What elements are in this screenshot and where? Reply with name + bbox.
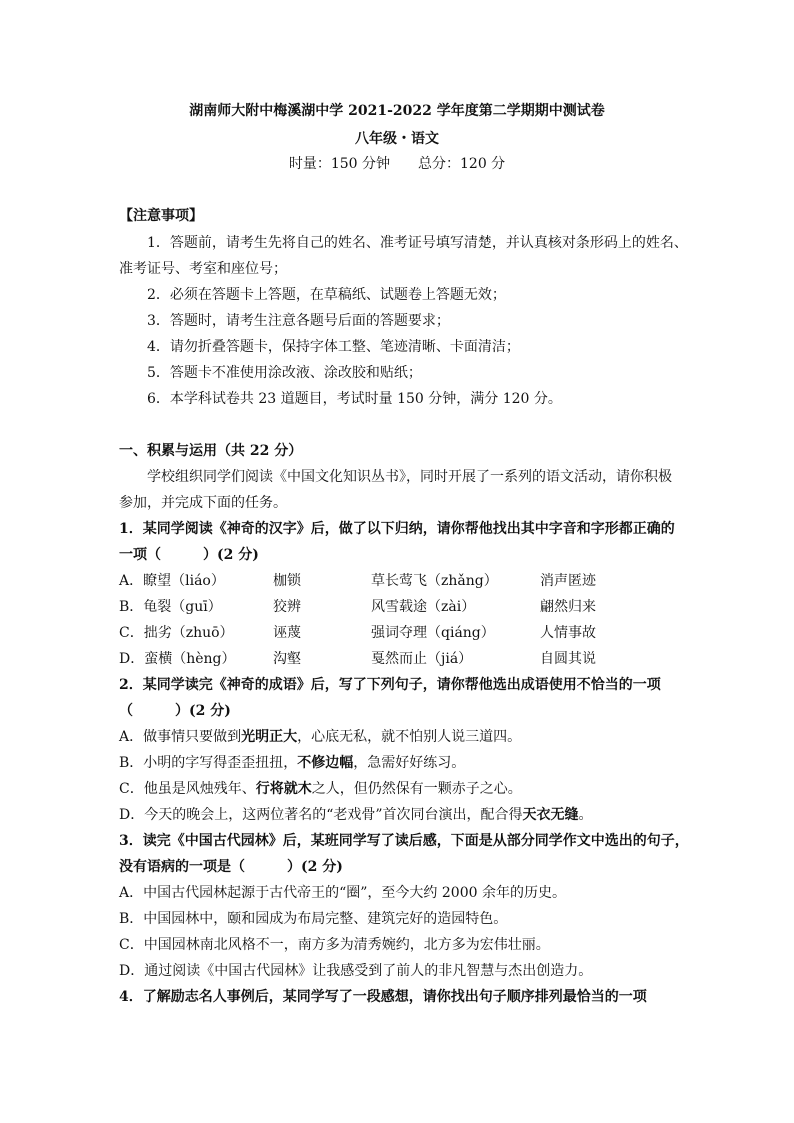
q2-option-text: 。 — [578, 807, 593, 823]
question-stem: 一项（ ）(2 分) — [119, 547, 259, 563]
exam-title: 湖南师大附中梅溪湖中学 2021-2022 学年度第二学期期中测试卷 — [189, 103, 605, 119]
q2-option-idiom: 不修边幅 — [297, 755, 354, 771]
q1-option-cell: 翩然归来 — [540, 599, 596, 615]
q3-option: A．中国古代园林起源于古代帝王的“圈”，至今大约 2000 余年的历史。 — [119, 885, 566, 901]
q2-option — [119, 726, 521, 746]
q2-option-text: D．今天的晚会上，这两位著名的“老戏骨”首次同台演出，配合得 — [119, 807, 523, 823]
q1-option-cell: 人情事故 — [540, 625, 596, 641]
q1-option-cell: 消声匿迹 — [540, 573, 596, 589]
q2-option-idiom: 光明正大 — [241, 729, 298, 745]
q1-option-cell: 狡辨 — [273, 599, 301, 615]
notice-item: 5．答题卡不准使用涂改液、涂改胶和贴纸； — [147, 365, 422, 381]
notice-item: 6．本学科试卷共 23 道题目，考试时量 150 分钟，满分 120 分。 — [147, 391, 562, 407]
q2-option-text: ，心底无私，就不怕别人说三道四。 — [297, 729, 522, 745]
notice-item: 准考证号、考室和座位号； — [119, 261, 287, 277]
notice-item: 1．答题前，请考生先将自己的姓名、准考证号填写清楚，并认真核对条形码上的姓名、 — [147, 235, 688, 251]
q1-option-cell: D．蛮横（hèng） — [119, 651, 236, 667]
section-heading: 一、积累与运用（共 22 分） — [119, 443, 303, 459]
q3-option: B．中国园林中，颐和园成为布局完整、建筑完好的造园特色。 — [119, 911, 508, 927]
q2-option-text: 之人，但仍然保有一颗赤子之心。 — [311, 781, 522, 797]
q2-option-text: C．他虽是风烛残年、 — [119, 781, 256, 797]
question-stem: （ ）(2 分) — [119, 703, 231, 719]
time-info: 时量：150 分钟 总分：120 分 — [288, 156, 506, 172]
q2-option — [119, 804, 593, 824]
question-stem: 没有语病的一项是（ ）(2 分) — [119, 859, 343, 875]
q2-option — [119, 778, 522, 798]
q1-option-cell: 沟壑 — [273, 651, 301, 667]
q1-option-cell: A．瞭望（liáo） — [119, 573, 225, 589]
q1-option-cell: 自圆其说 — [540, 651, 596, 667]
q1-option-cell: 戛然而止（jiá） — [371, 651, 473, 667]
q1-option-cell: B．龟裂（guī） — [119, 599, 222, 615]
q1-option-cell: C．拙劣（zhuō） — [119, 625, 234, 641]
q1-option-cell: 诬蔑 — [273, 625, 301, 641]
notice-item: 3．答题时，请考生注意各题号后面的答题要求； — [147, 313, 450, 329]
question-stem: 4．了解励志名人事例后，某同学写了一段感想，请你找出句子顺序排列最恰当的一项 — [119, 989, 647, 1005]
q1-option-cell: 强词夺理（qiáng） — [371, 625, 495, 641]
section-intro: 参加，并完成下面的任务。 — [119, 495, 287, 511]
question-stem: 2．某同学读完《神奇的成语》后，写了下列句子，请你帮他选出成语使用不恰当的一项 — [119, 677, 661, 693]
q1-option-cell: 草长莺飞（zhǎng） — [371, 573, 498, 589]
q1-option-cell: 风雪载途（zài） — [371, 599, 476, 615]
notice-item: 4．请勿折叠答题卡，保持字体工整、笔迹清晰、卡面清洁； — [147, 339, 520, 355]
notice-heading: 【注意事项】 — [119, 208, 203, 224]
q2-option-text: B．小明的字写得歪歪扭扭， — [119, 755, 298, 771]
q3-option: D．通过阅读《中国古代园林》让我感受到了前人的非凡智慧与杰出创造力。 — [119, 963, 593, 979]
q3-option: C．中国园林南北风格不一，南方多为清秀婉约，北方多为宏伟壮丽。 — [119, 937, 550, 953]
question-stem: 1．某同学阅读《神奇的汉字》后，做了以下归纳，请你帮他找出其中字音和字形都正确的 — [119, 521, 675, 537]
q1-option-cell: 枷锁 — [273, 573, 301, 589]
q2-option-text: ，急需好好练习。 — [353, 755, 466, 771]
q2-option-idiom: 天衣无缝 — [522, 807, 579, 823]
q2-option-text: A．做事情只要做到 — [119, 729, 242, 745]
section-intro: 学校组织同学们阅读《中国文化知识丛书》，同时开展了一系列的语文活动，请你积极 — [147, 469, 672, 485]
question-stem: 3．读完《中国古代园林》后，某班同学写了读后感，下面是从部分同学作文中选出的句子， — [119, 833, 689, 849]
exam-subtitle: 八年级・语文 — [355, 131, 439, 147]
q2-option-idiom: 行将就木 — [255, 781, 312, 797]
notice-item: 2．必须在答题卡上答题，在草稿纸、试题卷上答题无效； — [147, 287, 506, 303]
q2-option — [119, 752, 465, 772]
